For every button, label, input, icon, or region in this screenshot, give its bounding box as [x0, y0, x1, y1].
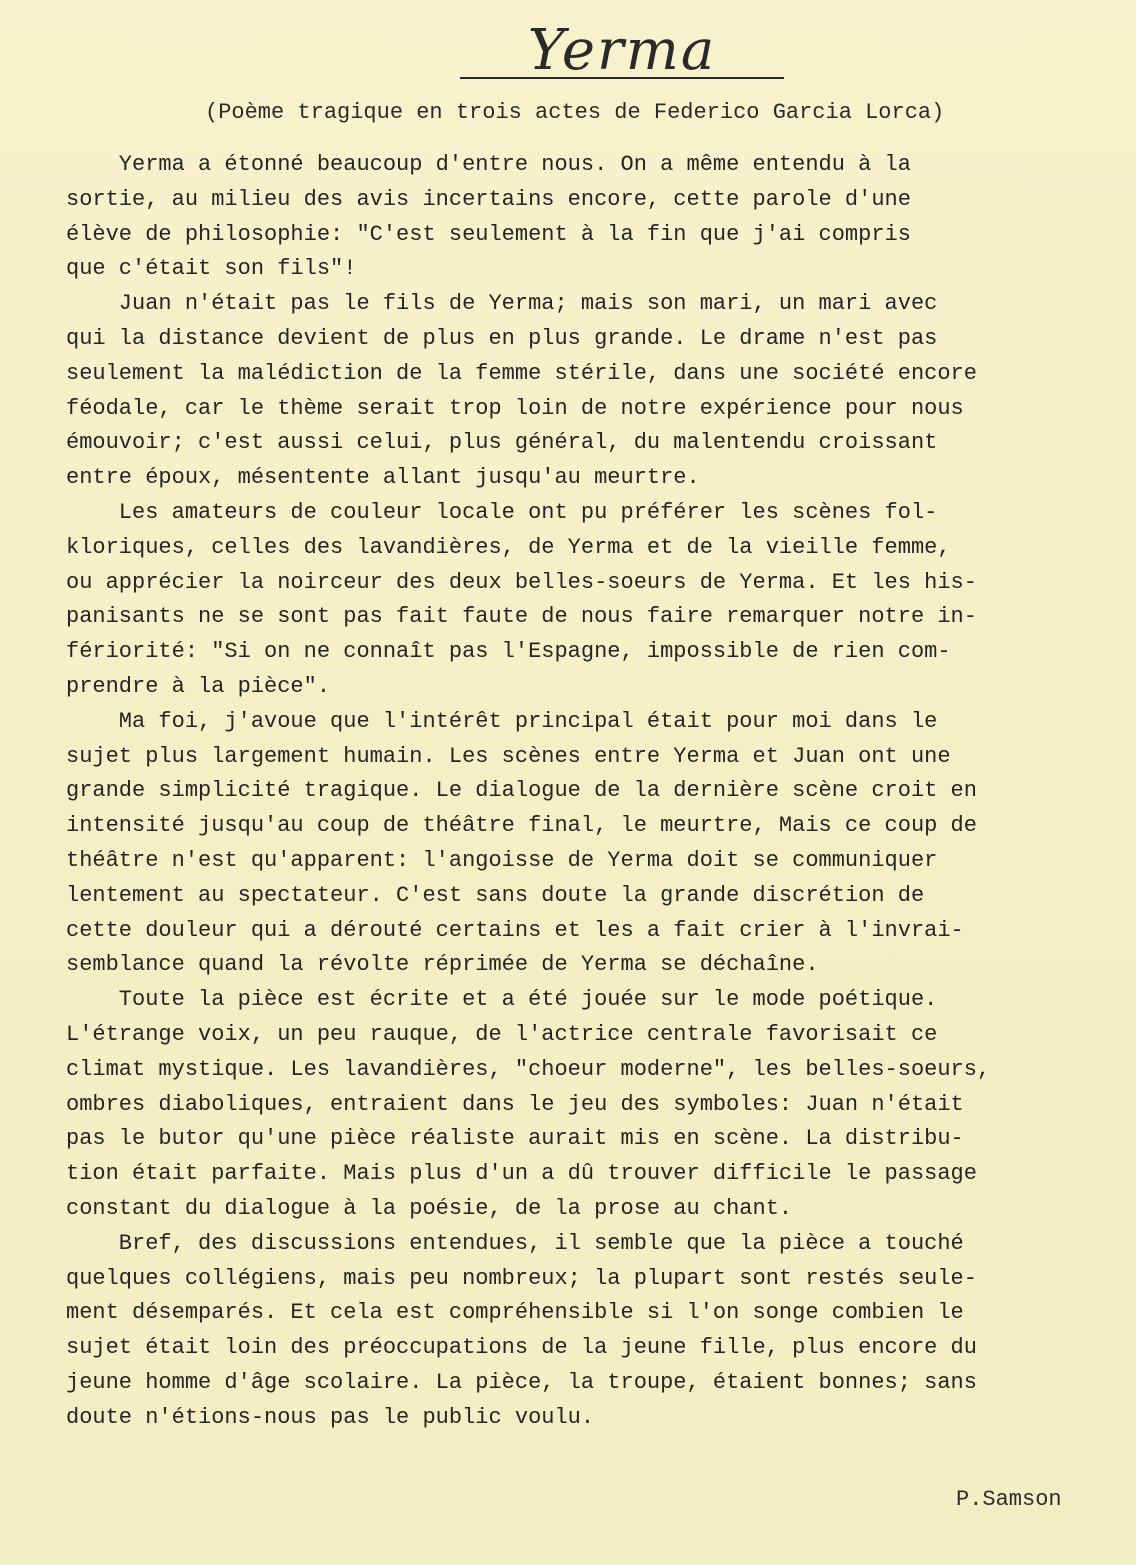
text-line: L'étrange voix, un peu rauque, de l'actrice centrale favorisait ce — [66, 1021, 938, 1047]
text-line: quelques collégiens, mais peu nombreux; la plupart sont restés seule- — [66, 1265, 977, 1291]
text-line: ment désemparés. Et cela est compréhensible si l'on songe combien le — [66, 1300, 964, 1326]
text-line: sujet plus largement humain. Les scènes entre Yerma et Juan ont une — [66, 743, 951, 769]
text-line: qui la distance devient de plus en plus grande. Le drame n'est pas — [66, 325, 938, 351]
text-line: sortie, au milieu des avis incertains encore, cette parole d'une — [66, 186, 911, 212]
text-line: ombres diaboliques, entraient dans le jeu des symboles: Juan n'était — [66, 1091, 964, 1117]
paragraph — [66, 983, 1106, 1227]
text-line: ou apprécier la noirceur des deux belles-soeurs de Yerma. Et les his- — [66, 569, 977, 595]
text-line: pas le butor qu'une pièce réaliste aurait mis en scène. La distribu- — [66, 1126, 964, 1152]
paragraph — [66, 287, 1106, 496]
text-line: doute n'étions-nous pas le public voulu. — [66, 1404, 595, 1430]
text-line: tion était parfaite. Mais plus d'un a dû trouver difficile le passage — [66, 1161, 977, 1187]
document-subtitle: (Poème tragique en trois actes de Federico Garcia Lorca) — [205, 100, 945, 125]
text-line: fériorité: "Si on ne connaît pas l'Espagne, impossible de rien com- — [66, 639, 951, 665]
text-line: lentement au spectateur. C'est sans doute la grande discrétion de — [66, 882, 925, 908]
text-line: Juan n'était pas le fils de Yerma; mais son mari, un mari avec — [66, 291, 938, 317]
text-line: constant du dialogue à la poésie, de la prose au chant. — [66, 1195, 793, 1221]
text-line: élève de philosophie: "C'est seulement à la fin que j'ai compris — [66, 221, 911, 247]
text-line: Yerma a étonné beaucoup d'entre nous. On a même entendu à la — [66, 152, 911, 177]
text-line: féodale, car le thème serait trop loin de notre expérience pour nous — [66, 395, 964, 421]
text-line: Ma foi, j'avoue que l'intérêt principal était pour moi dans le — [66, 708, 938, 734]
text-line: kloriques, celles des lavandières, de Yerma et de la vieille femme, — [66, 534, 951, 560]
text-line: climat mystique. Les lavandières, "choeur moderne", les belles-soeurs, — [66, 1056, 991, 1082]
text-line: Les amateurs de couleur locale ont pu préférer les scènes fol- — [66, 499, 938, 525]
text-line: théâtre n'est qu'apparent: l'angoisse de Yerma doit se communiquer — [66, 847, 938, 873]
text-line: que c'était son fils"! — [66, 256, 357, 282]
text-line: Toute la pièce est écrite et a été jouée sur le mode poétique. — [66, 987, 938, 1013]
text-line: sujet était loin des préoccupations de la jeune fille, plus encore du — [66, 1335, 977, 1361]
text-line: Bref, des discussions entendues, il semble que la pièce a touché — [66, 1230, 964, 1256]
paragraph — [66, 705, 1106, 983]
text-line: jeune homme d'âge scolaire. La pièce, la troupe, étaient bonnes; sans — [66, 1369, 977, 1395]
paragraph — [66, 496, 1106, 705]
text-line: entre époux, mésentente allant jusqu'au meurtre. — [66, 465, 700, 491]
title-block — [458, 18, 786, 84]
document-title: Yerma — [527, 18, 717, 83]
paragraph — [66, 148, 1106, 287]
text-line: seulement la malédiction de la femme stérile, dans une société encore — [66, 360, 977, 386]
text-line: prendre à la pièce". — [66, 673, 331, 699]
text-line: grande simplicité tragique. Le dialogue de la dernière scène croit en — [66, 778, 977, 804]
text-line: semblance quand la révolte réprimée de Yerma se déchaîne. — [66, 952, 819, 978]
text-line: émouvoir; c'est aussi celui, plus général, du malentendu croissant — [66, 430, 938, 456]
text-line: cette douleur qui a dérouté certains et les a fait crier à l'invrai- — [66, 917, 964, 943]
author-signature: P.Samson — [956, 1487, 1062, 1512]
text-line: intensité jusqu'au coup de théâtre final, le meurtre, Mais ce coup de — [66, 813, 977, 839]
paragraph — [66, 1227, 1106, 1436]
article-body — [66, 148, 1106, 1435]
text-line: panisants ne se sont pas fait faute de nous faire remarquer notre in- — [66, 604, 977, 630]
